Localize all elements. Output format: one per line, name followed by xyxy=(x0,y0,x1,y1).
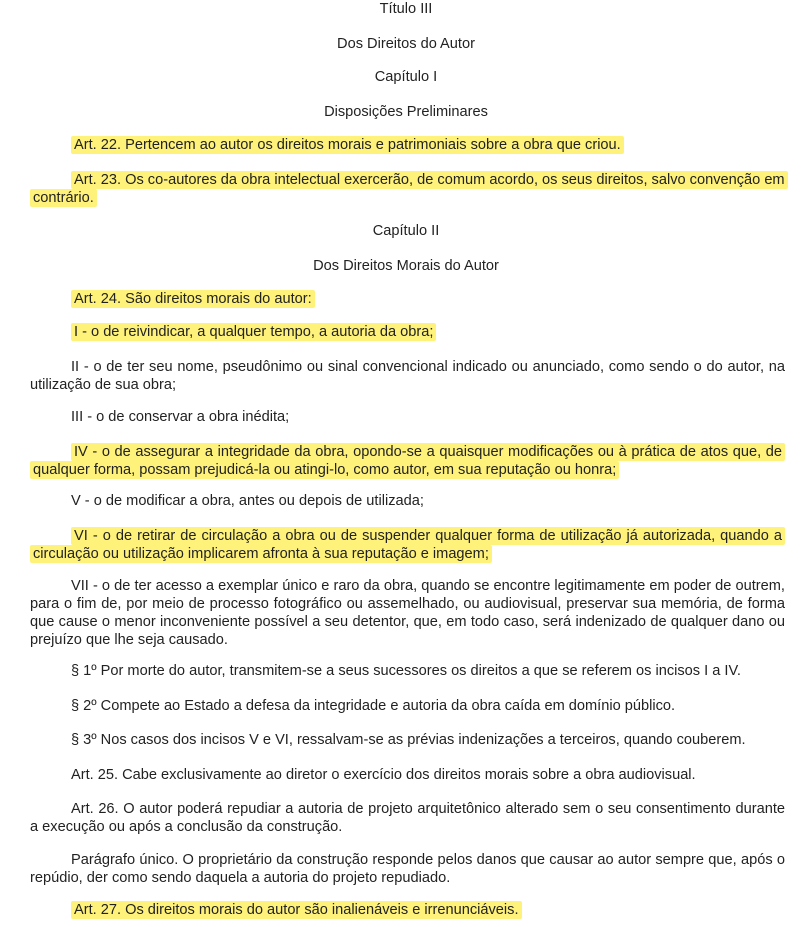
chapter-1-heading: Capítulo I xyxy=(374,69,438,85)
inciso-4 xyxy=(30,443,785,479)
highlight-art-27: Art. 27. Os direitos morais do autor são inalienáveis e irrenunciáveis. xyxy=(71,901,522,919)
art-27 xyxy=(30,901,785,919)
paragraph-1: § 1º Por morte do autor, transmitem-se a seus sucessores os direitos a que se referem os incisos I a IV. xyxy=(71,663,741,679)
inciso-3: III - o de conservar a obra inédita; xyxy=(71,409,290,425)
highlight-art-22: Art. 22. Pertencem ao autor os direitos morais e patrimoniais sobre a obra que criou. xyxy=(71,136,624,154)
paragraph-2: § 2º Compete ao Estado a defesa da integridade e autoria da obra caída em domínio público. xyxy=(71,698,676,714)
highlight-inciso-6: VI - o de retirar de circulação a obra ou de suspender qualquer forma de utilização já autorizada, quando a circulação ou utilização implicarem afronta à sua reputação e imagem; xyxy=(30,527,785,563)
inciso-1 xyxy=(30,323,785,341)
chapter-2-name-heading: Dos Direitos Morais do Autor xyxy=(313,258,499,274)
inciso-5: V - o de modificar a obra, antes ou depois de utilizada; xyxy=(71,493,424,509)
art-25: Art. 25. Cabe exclusivamente ao diretor o exercício dos direitos morais sobre a obra audiovisual. xyxy=(71,767,696,783)
title-name-heading: Dos Direitos do Autor xyxy=(337,36,475,52)
inciso-2: II - o de ter seu nome, pseudônimo ou sinal convencional indicado ou anunciado, como sendo o do autor, na utilização de sua obra; xyxy=(30,359,785,393)
art-26: Art. 26. O autor poderá repudiar a autoria de projeto arquitetônico alterado sem o seu consentimento durante a execução ou após a conclusão da construção. xyxy=(30,801,785,835)
inciso-6 xyxy=(30,527,785,563)
highlight-art-24: Art. 24. São direitos morais do autor: xyxy=(71,290,315,308)
inciso-7: VII - o de ter acesso a exemplar único e raro da obra, quando se encontre legitimamente em poder de outrem, para o fim de, por meio de processo fotográfico ou assemelhado, ou audiovisual, preservar sua memória, de forma que cause o menor inconveniente possível a seu detentor, que, em todo caso, será indenizado de qualquer dano ou prejuízo que lhe seja causado. xyxy=(30,578,785,648)
chapter-2-heading: Capítulo II xyxy=(372,223,440,239)
title-heading: Título III xyxy=(379,1,433,17)
art-22 xyxy=(30,136,785,154)
highlight-inciso-4: IV - o de assegurar a integridade da obra, opondo-se a quaisquer modificações ou à prática de atos que, de qualquer forma, possam prejudicá-la ou atingi-lo, como autor, em sua reputação ou honra; xyxy=(30,443,785,479)
paragraph-3: § 3º Nos casos dos incisos V e VI, ressalvam-se as prévias indenizações a terceiros, quando couberem. xyxy=(71,732,746,748)
highlight-inciso-1: I - o de reivindicar, a qualquer tempo, a autoria da obra; xyxy=(71,323,436,341)
highlight-art-23: Art. 23. Os co-autores da obra intelectual exercerão, de comum acordo, os seus direitos, salvo convenção em contrário. xyxy=(30,171,788,207)
chapter-1-name-heading: Disposições Preliminares xyxy=(324,104,488,120)
art-24 xyxy=(30,290,785,308)
art-23 xyxy=(30,171,785,207)
paragraph-unico: Parágrafo único. O proprietário da construção responde pelos danos que causar ao autor sempre que, após o repúdio, der como sendo daquela a autoria do projeto repudiado. xyxy=(30,852,785,886)
